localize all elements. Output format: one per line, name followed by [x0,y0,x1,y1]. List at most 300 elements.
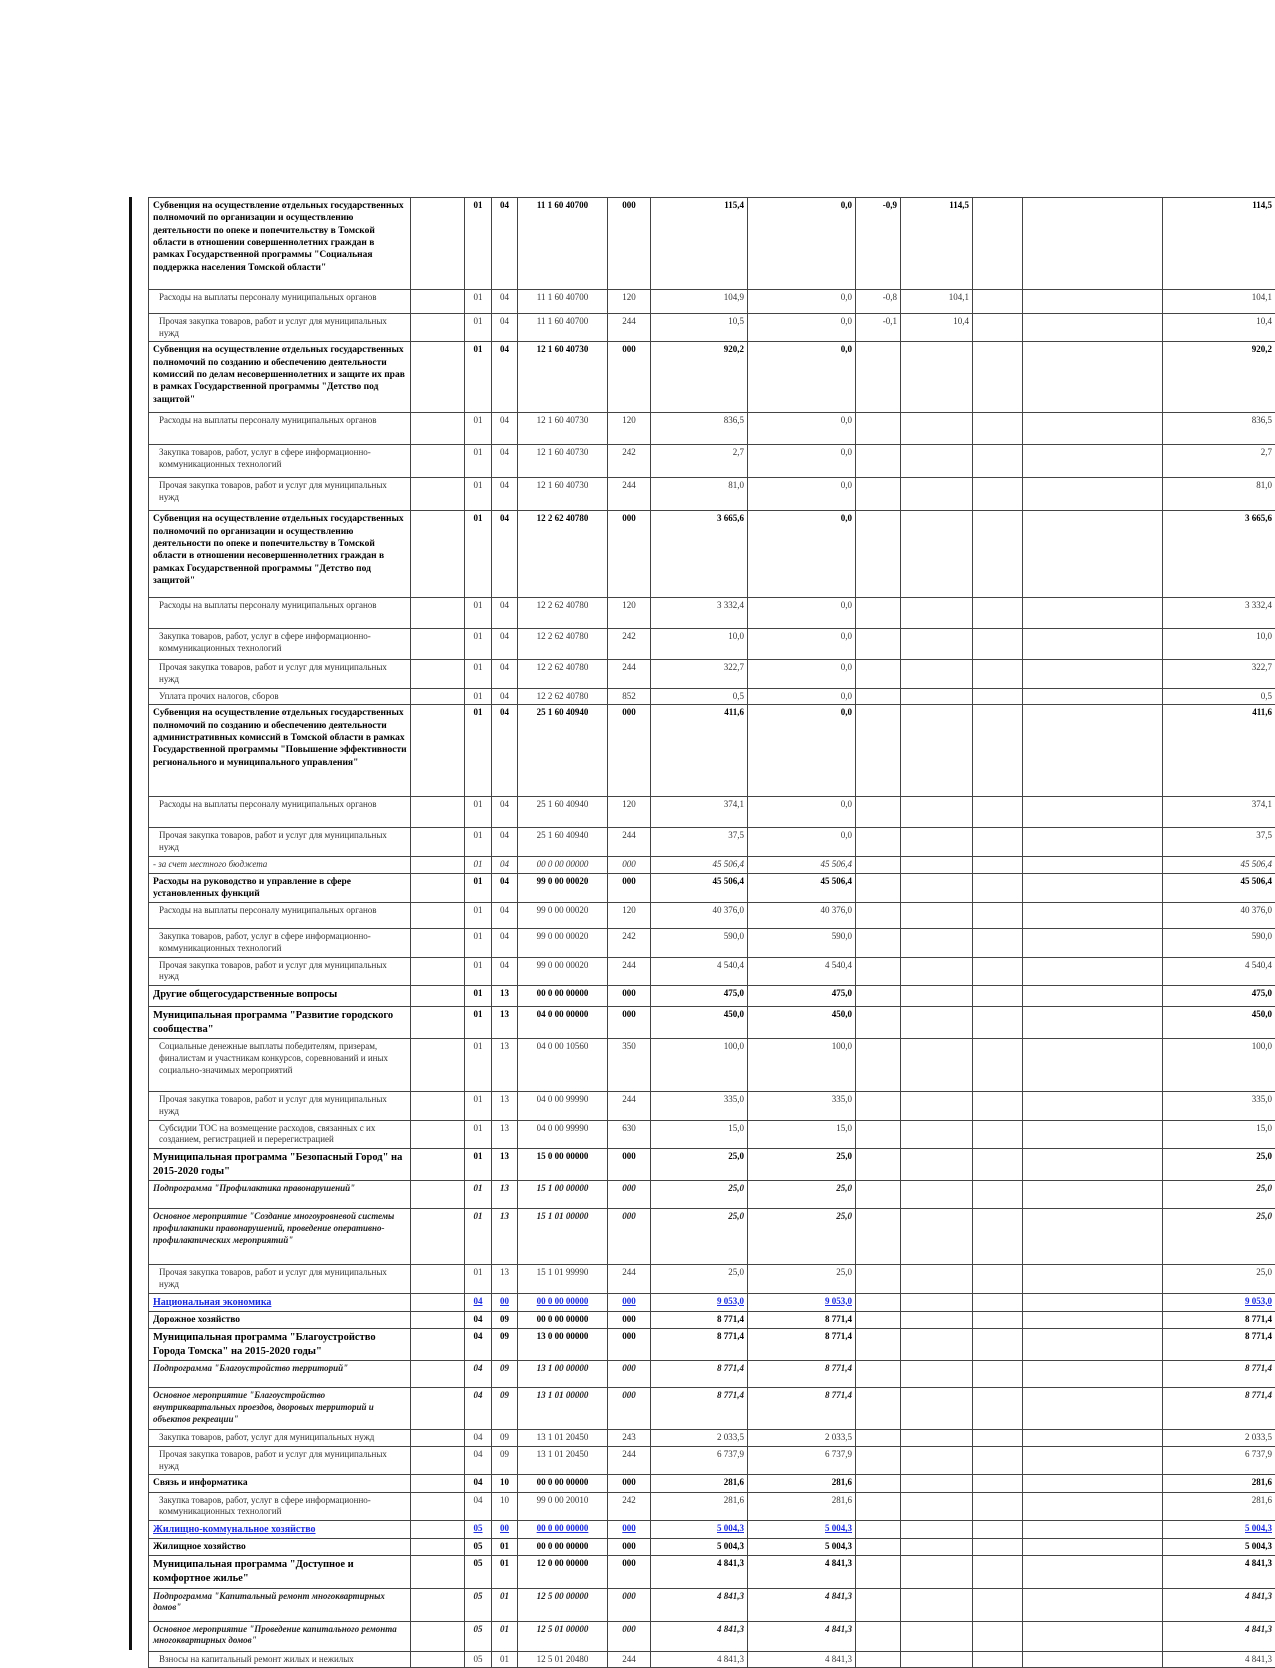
section-code: 04 [465,1361,492,1388]
row-name: Муниципальная программа "Развитие городского сообщества" [149,1006,411,1038]
value-local: 5 004,3 [748,1521,856,1539]
value-total: 2 033,5 [1163,1430,1275,1447]
expense-type-code: 000 [608,1475,651,1492]
value-change [856,903,901,929]
value-change [856,1293,901,1311]
value-total: 25,0 [1163,1148,1275,1180]
subsection-code: 01 [492,1651,518,1668]
value-blank [1023,1651,1163,1668]
subsection-code: 09 [492,1446,518,1474]
spacer-cell [411,797,465,828]
spacer-cell [411,957,465,985]
value-total: 6 737,9 [1163,1446,1275,1474]
subsection-code: 13 [492,1120,518,1148]
expense-type-code: 120 [608,290,651,314]
expense-type-code: 000 [608,856,651,873]
value-blank [1023,1181,1163,1209]
value-local: 6 737,9 [748,1446,856,1474]
subsection-code: 04 [492,314,518,342]
value-blank [1023,1588,1163,1621]
value-approved: 4 841,3 [651,1651,748,1668]
value-extra [973,1092,1023,1120]
subsection-code: 01 [492,1556,518,1588]
table-row [149,1181,1275,1209]
value-change [856,1148,901,1180]
value-local: 281,6 [748,1475,856,1492]
value-local: 0,0 [748,413,856,445]
table-row [149,1328,1275,1360]
value-local: 100,0 [748,1039,856,1092]
value-adjusted [901,413,973,445]
section-code: 05 [465,1651,492,1668]
value-adjusted [901,342,973,413]
value-total: 10,0 [1163,629,1275,660]
table-row [149,1388,1275,1430]
section-code: 05 [465,1556,492,1588]
value-blank [1023,985,1163,1006]
table-row [149,314,1275,342]
value-adjusted [901,1265,973,1293]
value-change [856,797,901,828]
value-local: 2 033,5 [748,1430,856,1447]
value-adjusted [901,1492,973,1520]
value-local: 45 506,4 [748,856,856,873]
spacer-cell [411,1265,465,1293]
section-code: 01 [465,1039,492,1092]
value-change [856,985,901,1006]
section-code: 01 [465,660,492,688]
value-change [856,957,901,985]
value-local: 0,0 [748,478,856,511]
value-adjusted [901,828,973,856]
table-row [149,342,1275,413]
value-adjusted [901,660,973,688]
expense-type-code: 000 [608,1148,651,1180]
value-local: 25,0 [748,1209,856,1265]
target-article-code: 00 0 00 00000 [518,1521,608,1539]
section-code: 01 [465,1006,492,1038]
target-article-code: 25 1 60 40940 [518,797,608,828]
spacer-cell [411,660,465,688]
value-adjusted [901,1388,973,1430]
table-row [149,828,1275,856]
value-total: 10,4 [1163,314,1275,342]
value-approved: 25,0 [651,1181,748,1209]
target-article-code: 00 0 00 00000 [518,1293,608,1311]
section-code: 01 [465,445,492,478]
section-code: 01 [465,1209,492,1265]
section-code: 01 [465,1120,492,1148]
target-article-code: 00 0 00 00000 [518,856,608,873]
row-name: Расходы на выплаты персоналу муниципальных органов [149,290,411,314]
value-approved: 45 506,4 [651,856,748,873]
row-name: Закупка товаров, работ, услуг для муниципальных нужд [149,1430,411,1447]
target-article-code: 12 5 01 20480 [518,1651,608,1668]
value-adjusted [901,1006,973,1038]
value-total: 281,6 [1163,1475,1275,1492]
value-change [856,1092,901,1120]
value-change [856,478,901,511]
row-name: Прочая закупка товаров, работ и услуг для муниципальных нужд [149,828,411,856]
spacer-cell [411,1311,465,1328]
spacer-cell [411,1148,465,1180]
section-code: 04 [465,1293,492,1311]
row-name: Подпрограмма "Капитальный ремонт многоквартирных домов" [149,1588,411,1621]
value-approved: 590,0 [651,929,748,957]
expense-type-code: 244 [608,478,651,511]
value-adjusted [901,1521,973,1539]
table-row [149,797,1275,828]
table-row [149,1588,1275,1621]
value-blank [1023,198,1163,290]
value-adjusted [901,1361,973,1388]
spacer-cell [411,985,465,1006]
value-local: 0,0 [748,598,856,629]
value-approved: 450,0 [651,1006,748,1038]
value-adjusted [901,873,973,903]
value-total: 45 506,4 [1163,873,1275,903]
table-row [149,1120,1275,1148]
table-row [149,856,1275,873]
subsection-code: 09 [492,1328,518,1360]
expense-type-code: 852 [608,688,651,705]
value-approved: 10,0 [651,629,748,660]
value-total: 100,0 [1163,1039,1275,1092]
section-code: 01 [465,688,492,705]
value-change [856,856,901,873]
value-adjusted: 104,1 [901,290,973,314]
subsection-code: 04 [492,413,518,445]
section-code: 01 [465,705,492,797]
value-approved: 100,0 [651,1039,748,1092]
value-local: 0,0 [748,290,856,314]
value-total: 0,5 [1163,688,1275,705]
value-change [856,1209,901,1265]
row-name: Муниципальная программа "Благоустройство Города Томска" на 2015-2020 годы" [149,1328,411,1360]
value-blank [1023,1311,1163,1328]
value-local: 450,0 [748,1006,856,1038]
value-total: 8 771,4 [1163,1328,1275,1360]
value-approved: 0,5 [651,688,748,705]
section-code: 01 [465,314,492,342]
target-article-code: 12 2 62 40780 [518,511,608,598]
value-adjusted: 114,5 [901,198,973,290]
value-blank [1023,342,1163,413]
value-change [856,1120,901,1148]
spacer-cell [411,903,465,929]
expense-type-code: 242 [608,629,651,660]
target-article-code: 12 1 60 40730 [518,413,608,445]
spacer-cell [411,1475,465,1492]
row-name: Закупка товаров, работ, услуг в сфере информационно-коммуникационных технологий [149,929,411,957]
value-change [856,1265,901,1293]
value-adjusted [901,1181,973,1209]
value-change [856,1388,901,1430]
expense-type-code: 244 [608,1651,651,1668]
value-total: 4 540,4 [1163,957,1275,985]
value-extra [973,1361,1023,1388]
value-blank [1023,1621,1163,1651]
spacer-cell [411,1209,465,1265]
value-extra [973,929,1023,957]
value-adjusted [901,1621,973,1651]
value-adjusted [901,1120,973,1148]
value-local: 25,0 [748,1148,856,1180]
subsection-code: 04 [492,629,518,660]
value-adjusted [901,1430,973,1447]
expense-type-code: 000 [608,1293,651,1311]
value-adjusted [901,797,973,828]
target-article-code: 25 1 60 40940 [518,705,608,797]
value-extra [973,1621,1023,1651]
target-article-code: 99 0 00 00020 [518,929,608,957]
value-extra [973,1475,1023,1492]
table-row [149,629,1275,660]
value-change [856,1588,901,1621]
value-adjusted [901,1209,973,1265]
value-local: 5 004,3 [748,1539,856,1556]
value-blank [1023,290,1163,314]
target-article-code: 12 1 60 40730 [518,342,608,413]
value-approved: 475,0 [651,985,748,1006]
value-blank [1023,688,1163,705]
expense-type-code: 000 [608,1588,651,1621]
value-total: 3 665,6 [1163,511,1275,598]
value-total: 920,2 [1163,342,1275,413]
value-total: 25,0 [1163,1209,1275,1265]
value-approved: 37,5 [651,828,748,856]
expense-type-code: 000 [608,1006,651,1038]
value-total: 9 053,0 [1163,1293,1275,1311]
expense-type-code: 244 [608,1092,651,1120]
value-approved: 8 771,4 [651,1328,748,1360]
expense-type-code: 244 [608,660,651,688]
value-change [856,1651,901,1668]
value-blank [1023,1265,1163,1293]
value-extra [973,478,1023,511]
value-blank [1023,1361,1163,1388]
table-row [149,873,1275,903]
value-change: -0,8 [856,290,901,314]
value-extra [973,629,1023,660]
value-blank [1023,314,1163,342]
value-local: 0,0 [748,198,856,290]
value-adjusted [901,1148,973,1180]
value-adjusted [901,985,973,1006]
value-adjusted [901,1311,973,1328]
value-total: 5 004,3 [1163,1521,1275,1539]
value-blank [1023,413,1163,445]
value-approved: 10,5 [651,314,748,342]
spacer-cell [411,873,465,903]
section-code: 04 [465,1446,492,1474]
value-adjusted [901,478,973,511]
value-blank [1023,929,1163,957]
value-local: 590,0 [748,929,856,957]
expense-type-code: 000 [608,511,651,598]
target-article-code: 11 1 60 40700 [518,198,608,290]
value-change [856,1181,901,1209]
value-change [856,511,901,598]
spacer-cell [411,1446,465,1474]
value-total: 8 771,4 [1163,1388,1275,1430]
section-code: 01 [465,957,492,985]
value-local: 9 053,0 [748,1293,856,1311]
subsection-code: 04 [492,705,518,797]
value-approved: 4 841,3 [651,1556,748,1588]
value-approved: 281,6 [651,1475,748,1492]
table-row [149,705,1275,797]
value-total: 114,5 [1163,198,1275,290]
value-approved: 5 004,3 [651,1521,748,1539]
section-code: 01 [465,929,492,957]
value-local: 8 771,4 [748,1361,856,1388]
expense-type-code: 000 [608,985,651,1006]
section-code: 05 [465,1521,492,1539]
value-blank [1023,903,1163,929]
subsection-code: 04 [492,290,518,314]
target-article-code: 00 0 00 00000 [518,1475,608,1492]
table-row [149,929,1275,957]
subsection-code: 04 [492,342,518,413]
subsection-code: 09 [492,1311,518,1328]
spacer-cell [411,1430,465,1447]
table-row [149,1265,1275,1293]
value-change: -0,1 [856,314,901,342]
row-name: Субвенция на осуществление отдельных государственных полномочий по созданию и обеспечению деятельности комиссий по делам несовершеннолетних и защите их прав в рамках Государственной программы "Детство под защитой" [149,342,411,413]
expense-type-code: 242 [608,929,651,957]
value-approved: 335,0 [651,1092,748,1120]
section-code: 04 [465,1492,492,1520]
expense-type-code: 000 [608,342,651,413]
expense-type-code: 000 [608,1209,651,1265]
subsection-code: 04 [492,873,518,903]
expense-type-code: 000 [608,873,651,903]
value-change [856,1492,901,1520]
value-approved: 4 841,3 [651,1588,748,1621]
spacer-cell [411,314,465,342]
value-local: 25,0 [748,1181,856,1209]
subsection-code: 13 [492,1039,518,1092]
value-extra [973,290,1023,314]
section-code: 01 [465,478,492,511]
value-extra [973,598,1023,629]
value-local: 40 376,0 [748,903,856,929]
expense-type-code: 244 [608,314,651,342]
table-row [149,290,1275,314]
value-total: 25,0 [1163,1181,1275,1209]
spacer-cell [411,828,465,856]
table-row [149,1651,1275,1668]
value-change [856,1430,901,1447]
target-article-code: 12 1 60 40730 [518,478,608,511]
value-adjusted [901,856,973,873]
value-change [856,413,901,445]
value-adjusted [901,688,973,705]
value-blank [1023,629,1163,660]
value-adjusted [901,957,973,985]
row-name: Прочая закупка товаров, работ и услуг для муниципальных нужд [149,478,411,511]
spacer-cell [411,1492,465,1520]
target-article-code: 99 0 00 00020 [518,873,608,903]
value-local: 0,0 [748,660,856,688]
value-blank [1023,1446,1163,1474]
target-article-code: 13 1 01 00000 [518,1388,608,1430]
subsection-code: 01 [492,1588,518,1621]
value-local: 0,0 [748,797,856,828]
value-extra [973,1492,1023,1520]
value-blank [1023,856,1163,873]
value-change [856,445,901,478]
table-row [149,1492,1275,1520]
section-code: 01 [465,1092,492,1120]
section-code: 04 [465,1430,492,1447]
target-article-code: 04 0 00 99990 [518,1120,608,1148]
value-total: 4 841,3 [1163,1621,1275,1651]
value-approved: 6 737,9 [651,1446,748,1474]
row-name: Муниципальная программа "Доступное и комфортное жилье" [149,1556,411,1588]
row-name: Прочая закупка товаров, работ и услуг для муниципальных нужд [149,1446,411,1474]
target-article-code: 15 1 01 99990 [518,1265,608,1293]
value-blank [1023,1388,1163,1430]
value-total: 281,6 [1163,1492,1275,1520]
value-change [856,1039,901,1092]
spacer-cell [411,478,465,511]
section-code: 01 [465,342,492,413]
value-local: 0,0 [748,445,856,478]
spacer-cell [411,1521,465,1539]
row-name: Подпрограмма "Профилактика правонарушений" [149,1181,411,1209]
subsection-code: 09 [492,1361,518,1388]
subsection-code: 10 [492,1475,518,1492]
target-article-code: 04 0 00 00000 [518,1006,608,1038]
expense-type-code: 000 [608,1328,651,1360]
row-name: Дорожное хозяйство [149,1311,411,1328]
spacer-cell [411,1181,465,1209]
row-name: Субсидии ТОС на возмещение расходов, связанных с их созданием, регистрацией и перерегистрацией [149,1120,411,1148]
value-extra [973,1651,1023,1668]
table-row [149,1092,1275,1120]
expense-type-code: 120 [608,903,651,929]
value-extra [973,903,1023,929]
spacer-cell [411,1006,465,1038]
subsection-code: 04 [492,478,518,511]
value-blank [1023,1430,1163,1447]
value-approved: 45 506,4 [651,873,748,903]
spacer-cell [411,1293,465,1311]
value-extra [973,1209,1023,1265]
subsection-code: 04 [492,856,518,873]
row-name: Прочая закупка товаров, работ и услуг для муниципальных нужд [149,660,411,688]
value-local: 15,0 [748,1120,856,1148]
value-local: 335,0 [748,1092,856,1120]
table-row [149,1293,1275,1311]
expense-type-code: 244 [608,828,651,856]
subsection-code: 01 [492,1539,518,1556]
left-margin-rule [129,197,132,1650]
expense-type-code: 000 [608,1311,651,1328]
expense-type-code: 000 [608,1539,651,1556]
spacer-cell [411,598,465,629]
table-row [149,445,1275,478]
value-local: 4 540,4 [748,957,856,985]
table-row [149,903,1275,929]
value-approved: 2,7 [651,445,748,478]
value-adjusted [901,1588,973,1621]
section-code: 01 [465,413,492,445]
value-local: 8 771,4 [748,1328,856,1360]
spacer-cell [411,1120,465,1148]
